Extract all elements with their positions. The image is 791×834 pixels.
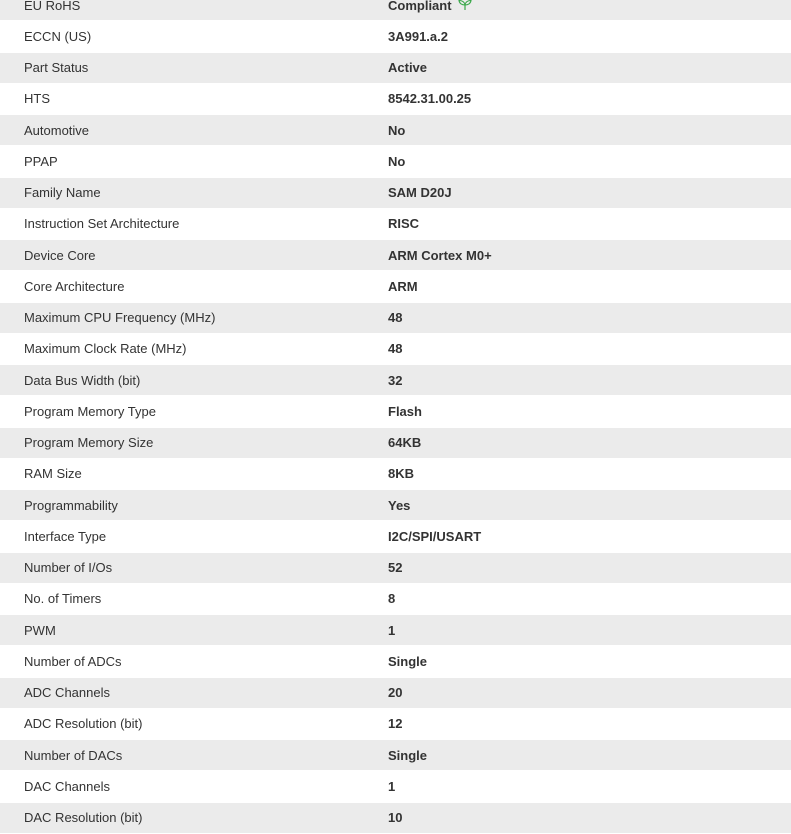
spec-row xyxy=(0,146,791,177)
spec-label: ADC Channels xyxy=(24,685,110,701)
spec-row xyxy=(0,553,791,584)
spec-label: RAM Size xyxy=(24,466,82,482)
spec-label: Number of DACs xyxy=(24,747,123,763)
spec-row xyxy=(0,771,791,802)
spec-label: PWM xyxy=(24,622,56,638)
spec-value: Active xyxy=(388,60,428,76)
spec-value-cell xyxy=(388,466,791,481)
spec-value: Yes xyxy=(388,497,411,513)
spec-value-cell xyxy=(388,216,791,231)
spec-value-cell xyxy=(388,185,791,200)
spec-value: 48 xyxy=(388,310,403,326)
spec-label: EU RoHS xyxy=(24,0,81,13)
spec-label: Program Memory Type xyxy=(24,403,156,419)
spec-row xyxy=(0,646,791,677)
spec-value: 10 xyxy=(388,810,403,826)
spec-value: Flash xyxy=(388,403,422,419)
spec-value-cell xyxy=(388,685,791,700)
spec-label: Program Memory Size xyxy=(24,435,154,451)
spec-row xyxy=(0,334,791,365)
spec-value: Single xyxy=(388,747,428,763)
spec-value: Single xyxy=(388,653,428,669)
spec-value-cell xyxy=(388,29,791,44)
spec-value-cell xyxy=(388,748,791,763)
spec-value: ARM Cortex M0+ xyxy=(388,247,492,263)
spec-label: ADC Resolution (bit) xyxy=(24,716,143,732)
spec-value-cell xyxy=(388,0,791,13)
spec-value-cell xyxy=(388,810,791,825)
spec-value-cell xyxy=(388,529,791,544)
spec-value-cell xyxy=(388,779,791,794)
spec-value-cell xyxy=(388,341,791,356)
spec-value: ARM xyxy=(388,278,418,294)
spec-row xyxy=(0,240,791,271)
spec-row xyxy=(0,0,791,21)
spec-label: Interface Type xyxy=(24,528,107,544)
spec-row xyxy=(0,53,791,84)
spec-label: Instruction Set Architecture xyxy=(24,216,180,232)
spec-label: DAC Channels xyxy=(24,778,110,794)
spec-row xyxy=(0,84,791,115)
spec-row xyxy=(0,396,791,427)
spec-value-cell xyxy=(388,279,791,294)
spec-label: Automotive xyxy=(24,122,90,138)
spec-row xyxy=(0,365,791,396)
spec-value-cell xyxy=(388,60,791,75)
spec-value-cell xyxy=(388,91,791,106)
spec-row xyxy=(0,740,791,771)
spec-value-cell xyxy=(388,123,791,138)
spec-value-cell xyxy=(388,435,791,450)
spec-row xyxy=(0,428,791,459)
spec-value: 8KB xyxy=(388,466,415,482)
spec-label: Family Name xyxy=(24,185,101,201)
spec-row xyxy=(0,303,791,334)
spec-value-cell xyxy=(388,591,791,606)
spec-value: No xyxy=(388,122,406,138)
spec-value-cell xyxy=(388,560,791,575)
spec-value: No xyxy=(388,153,406,169)
spec-value: 52 xyxy=(388,560,403,576)
spec-value-cell xyxy=(388,498,791,513)
spec-label: Data Bus Width (bit) xyxy=(24,372,141,388)
spec-row xyxy=(0,115,791,146)
spec-row xyxy=(0,490,791,521)
spec-label: No. of Timers xyxy=(24,591,102,607)
spec-row xyxy=(0,271,791,302)
spec-value: I2C/SPI/USART xyxy=(388,528,482,544)
spec-value: 8 xyxy=(388,591,396,607)
spec-value: RISC xyxy=(388,216,420,232)
spec-value: 48 xyxy=(388,341,403,357)
spec-row xyxy=(0,678,791,709)
spec-value: 1 xyxy=(388,778,396,794)
spec-label: DAC Resolution (bit) xyxy=(24,810,143,826)
spec-value: 32 xyxy=(388,372,403,388)
spec-value-cell xyxy=(388,154,791,169)
spec-row xyxy=(0,803,791,834)
spec-row xyxy=(0,584,791,615)
spec-row xyxy=(0,178,791,209)
spec-value: 12 xyxy=(388,716,403,732)
spec-value-cell xyxy=(388,248,791,263)
spec-label: Maximum Clock Rate (MHz) xyxy=(24,341,187,357)
spec-label: Core Architecture xyxy=(24,278,125,294)
spec-value-cell xyxy=(388,623,791,638)
spec-label: Part Status xyxy=(24,60,89,76)
spec-value: 1 xyxy=(388,622,396,638)
spec-label: HTS xyxy=(24,91,50,107)
spec-row xyxy=(0,615,791,646)
spec-value: 20 xyxy=(388,685,403,701)
spec-label: PPAP xyxy=(24,153,58,169)
spec-value-cell xyxy=(388,404,791,419)
spec-label: Device Core xyxy=(24,247,96,263)
spec-label: ECCN (US) xyxy=(24,28,92,44)
spec-label: Programmability xyxy=(24,497,118,513)
spec-value: 8542.31.00.25 xyxy=(388,91,472,107)
spec-value: 64KB xyxy=(388,435,422,451)
spec-label: Maximum CPU Frequency (MHz) xyxy=(24,310,216,326)
spec-value-cell xyxy=(388,310,791,325)
spec-value-cell xyxy=(388,716,791,731)
spec-value-cell xyxy=(388,373,791,388)
spec-value: 3A991.a.2 xyxy=(388,28,448,44)
spec-label: Number of ADCs xyxy=(24,653,122,669)
spec-row xyxy=(0,709,791,740)
spec-row xyxy=(0,21,791,52)
spec-row xyxy=(0,459,791,490)
spec-value-cell xyxy=(388,654,791,669)
spec-row xyxy=(0,209,791,240)
leaf-icon xyxy=(458,0,472,11)
spec-row xyxy=(0,521,791,552)
spec-value: SAM D20J xyxy=(388,185,452,201)
spec-value: Compliant xyxy=(388,0,452,13)
spec-label: Number of I/Os xyxy=(24,560,113,576)
